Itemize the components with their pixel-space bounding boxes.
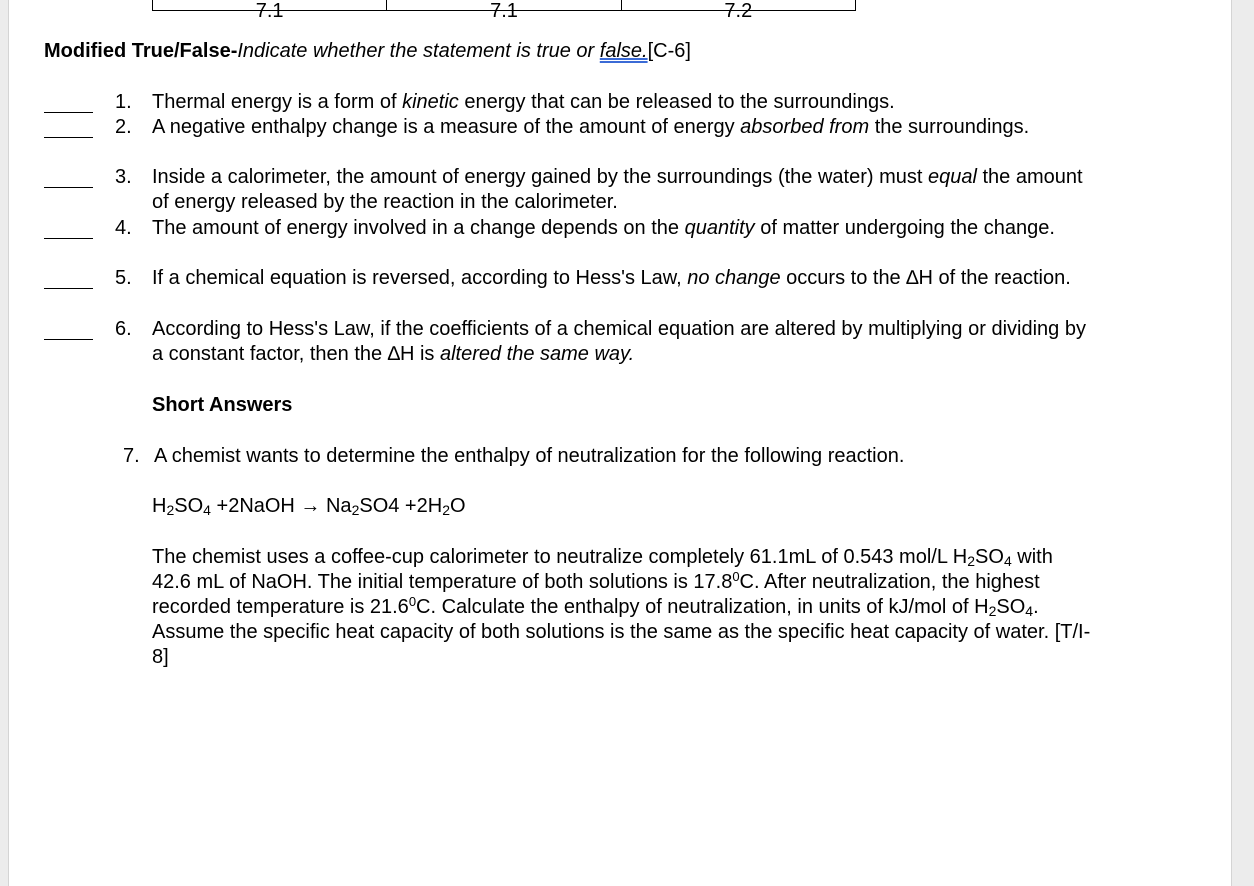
- question-7-prompt[interactable]: A chemist wants to determine the enthalpy of neutralization for the following reaction.: [154, 445, 905, 467]
- formula-text: H: [152, 495, 167, 517]
- formula-text: SO4 +2H: [359, 495, 443, 517]
- chemical-equation[interactable]: [152, 494, 466, 519]
- question-number: 2.: [115, 116, 132, 138]
- table-cell[interactable]: [387, 0, 621, 22]
- answer-blank[interactable]: [44, 288, 93, 289]
- emphasis-text: equal: [927, 166, 977, 188]
- text-run: of matter undergoing the change.: [754, 217, 1055, 239]
- question-7-paragraph[interactable]: [152, 545, 1097, 670]
- subscript: 2: [988, 603, 997, 619]
- table-cell-text: 7.1: [490, 0, 518, 22]
- table-cell[interactable]: [622, 0, 855, 22]
- formula-text: H: [974, 596, 989, 618]
- formula-text: SO: [975, 546, 1004, 568]
- table-cell[interactable]: [153, 0, 387, 22]
- subscript: 2: [967, 553, 976, 569]
- text-run: A negative enthalpy change is a measure of the amount of energy: [152, 116, 741, 138]
- text-run: energy that can be released to the surroundings.: [458, 91, 895, 113]
- superscript: 0: [732, 569, 740, 584]
- question-text: [152, 165, 1092, 215]
- emphasis-text: kinetic: [402, 91, 459, 113]
- section-heading[interactable]: [44, 39, 691, 64]
- document-page: [8, 0, 1232, 886]
- curriculum-code: [C-6]: [647, 40, 691, 62]
- subscript: 2: [351, 502, 360, 518]
- text-run: occurs to the ∆H of the reaction.: [780, 267, 1071, 289]
- question-number: 3.: [115, 166, 132, 188]
- table-cell-text: 7.2: [724, 0, 753, 22]
- superscript: 0: [408, 594, 417, 609]
- table-fragment: [152, 0, 856, 22]
- answer-blank[interactable]: [44, 187, 93, 188]
- text-run: According to Hess's Law, if the coefficients of a chemical equation are altered by multiplying or dividing by a constant factor, then the ∆H is: [152, 318, 1086, 365]
- text-run: the surroundings.: [869, 116, 1030, 138]
- question-text: [152, 90, 1092, 115]
- text-run: C. After neutralization, the highest recorded temperature is 21.6: [152, 571, 1040, 618]
- table-cell-text: 7.1: [255, 0, 284, 22]
- question-number: 4.: [115, 217, 132, 239]
- question-number: 6.: [115, 318, 132, 340]
- emphasis-text: quantity: [684, 217, 755, 239]
- subscript: 4: [203, 502, 211, 518]
- formula-text: H: [952, 546, 968, 568]
- answer-blank[interactable]: [44, 238, 93, 239]
- answer-blank[interactable]: [44, 112, 93, 113]
- text-run: The chemist uses a coffee-cup calorimeter to neutralize completely 61.1mL of 0.543 mol/L: [152, 546, 953, 568]
- emphasis-text: no change: [687, 267, 781, 289]
- text-run: the amount of energy released by the reaction in the calorimeter.: [152, 166, 1083, 213]
- question-text: [152, 266, 1092, 291]
- subscript: 2: [166, 502, 175, 518]
- text-run: If a chemical equation is reversed, according to Hess's Law,: [152, 267, 688, 289]
- short-answers-heading: Short Answers: [152, 394, 293, 416]
- text-run: C. Calculate the enthalpy of neutralization, in units of kJ/mol of: [416, 596, 975, 618]
- answer-blank[interactable]: [44, 339, 93, 340]
- emphasis-text: altered the same way.: [439, 343, 635, 365]
- subscript: 4: [1003, 553, 1012, 569]
- question-text: [152, 216, 1092, 241]
- answer-blank[interactable]: [44, 137, 93, 138]
- formula-text: SO: [174, 495, 204, 517]
- formula-text: SO: [996, 596, 1026, 618]
- question-text: [152, 317, 1092, 367]
- emphasis-text: absorbed from: [740, 116, 870, 138]
- text-run: Thermal energy is a form of: [152, 91, 403, 113]
- subscript: 2: [442, 502, 450, 518]
- question-number: 7.: [123, 445, 140, 467]
- section-instruction: Indicate whether the statement is true or: [237, 40, 600, 62]
- subscript: 4: [1025, 603, 1034, 619]
- text-run: . Assume the specific heat capacity of both solutions is the same as the specific heat capacity of water. [T/I-8]: [152, 596, 1091, 668]
- formula-text: +2NaOH → Na: [210, 495, 352, 517]
- question-number: 5.: [115, 267, 132, 289]
- text-run: with 42.6 mL of NaOH. The initial temperature of both solutions is 17.8: [152, 546, 1053, 593]
- text-run: Inside a calorimeter, the amount of energy gained by the surroundings (the water) must: [152, 166, 928, 188]
- text-run: The amount of energy involved in a change depends on the: [152, 217, 685, 239]
- section-title: Modified True/False-: [44, 40, 238, 62]
- formula-text: O: [449, 495, 466, 517]
- question-number: 1.: [115, 91, 132, 113]
- spellcheck-flagged-word[interactable]: false.: [599, 40, 648, 62]
- question-text: [152, 115, 1092, 140]
